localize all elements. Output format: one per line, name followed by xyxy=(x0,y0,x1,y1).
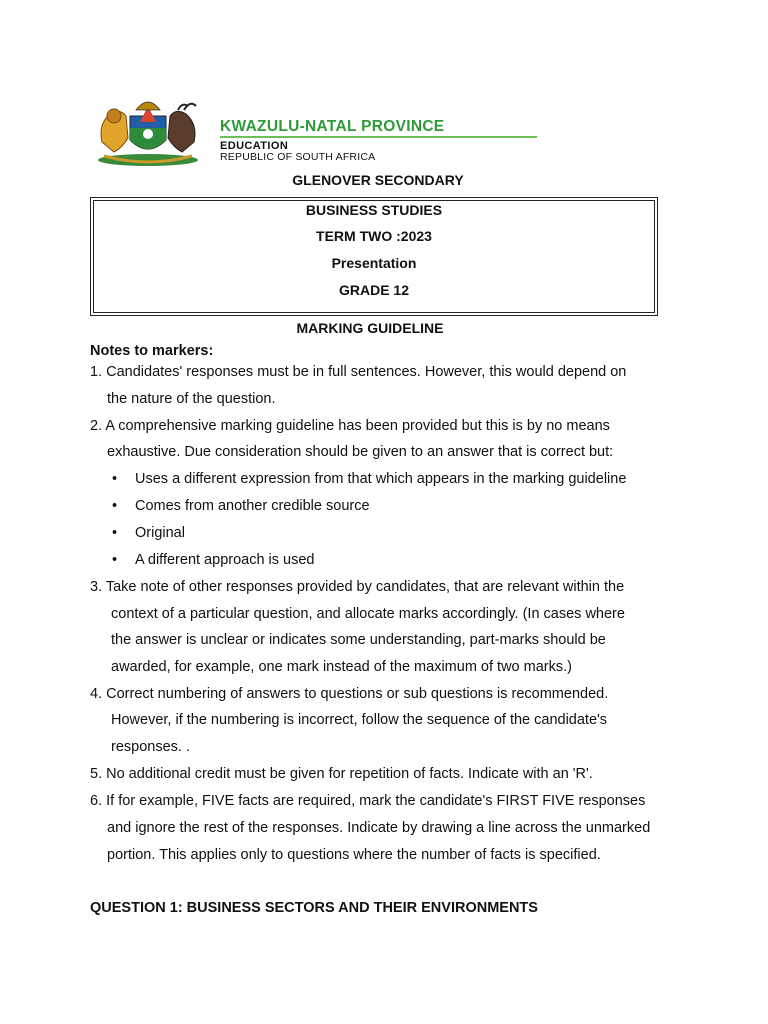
subject-title: BUSINESS STUDIES xyxy=(305,202,443,218)
list-item xyxy=(112,471,626,487)
note-3-line-3: the answer is unclear or indicates some understanding, part-marks should be xyxy=(111,632,606,648)
list-item-text: Original xyxy=(135,525,185,541)
list-item-text: A different approach is used xyxy=(135,552,315,568)
note-3-line-4: awarded, for example, one mark instead of the maximum of two marks.) xyxy=(111,659,572,675)
bullet-dot-icon: • xyxy=(112,471,118,487)
note-4-line-3: responses. . xyxy=(111,739,190,755)
list-item-text: Comes from another credible source xyxy=(135,498,370,514)
marking-guideline-heading: MARKING GUIDELINE xyxy=(296,320,444,336)
bullet-dot-icon: • xyxy=(112,525,118,541)
coat-of-arms-icon xyxy=(92,94,204,166)
note-2-line-1: 2. A comprehensive marking guideline has been provided but this is by no means xyxy=(90,418,610,434)
country-name: REPUBLIC OF SOUTH AFRICA xyxy=(220,151,376,163)
kzn-logo xyxy=(92,94,537,166)
grade-title: GRADE 12 xyxy=(338,282,410,298)
note-6-line-1: 6. If for example, FIVE facts are required, mark the candidate's FIRST FIVE responses xyxy=(90,793,646,809)
note-4-line-1: 4. Correct numbering of answers to questions or sub questions is recommended. xyxy=(90,686,609,702)
note-2-line-2: exhaustive. Due consideration should be given to an answer that is correct but: xyxy=(107,444,614,460)
note-6-line-2: and ignore the rest of the responses. Indicate by drawing a line across the unmarked xyxy=(107,820,651,836)
province-name: KWAZULU-NATAL PROVINCE xyxy=(220,118,445,135)
note-3-line-2: context of a particular question, and allocate marks accordingly. (In cases where xyxy=(111,606,625,622)
brand-divider xyxy=(220,136,537,138)
title-box xyxy=(90,197,658,316)
note-6-line-3: portion. This applies only to questions where the number of facts is specified. xyxy=(107,847,601,863)
note-5-line-1: 5. No additional credit must be given for repetition of facts. Indicate with an 'R'. xyxy=(90,766,593,782)
bullet-dot-icon: • xyxy=(112,552,118,568)
list-item-text: Uses a different expression from that which appears in the marking guideline xyxy=(135,471,627,487)
note-3-line-1: 3. Take note of other responses provided by candidates, that are relevant within the xyxy=(90,579,625,595)
list-item xyxy=(112,498,370,514)
task-title: Presentation xyxy=(331,255,417,271)
bullet-dot-icon: • xyxy=(112,498,118,514)
school-name: GLENOVER SECONDARY xyxy=(292,172,464,188)
question-1-heading: QUESTION 1: BUSINESS SECTORS AND THEIR ENVIRONMENTS xyxy=(90,900,538,916)
notes-title: Notes to markers: xyxy=(90,343,214,359)
note-1-line-1: 1. Candidates' responses must be in full sentences. However, this would depend on xyxy=(90,364,627,380)
term-title: TERM TWO :2023 xyxy=(316,228,432,244)
department-name: EDUCATION xyxy=(220,140,289,152)
list-item xyxy=(112,525,185,541)
list-item xyxy=(112,552,315,568)
note-4-line-2: However, if the numbering is incorrect, follow the sequence of the candidate's xyxy=(111,712,608,728)
note-1-line-2: the nature of the question. xyxy=(107,391,276,407)
